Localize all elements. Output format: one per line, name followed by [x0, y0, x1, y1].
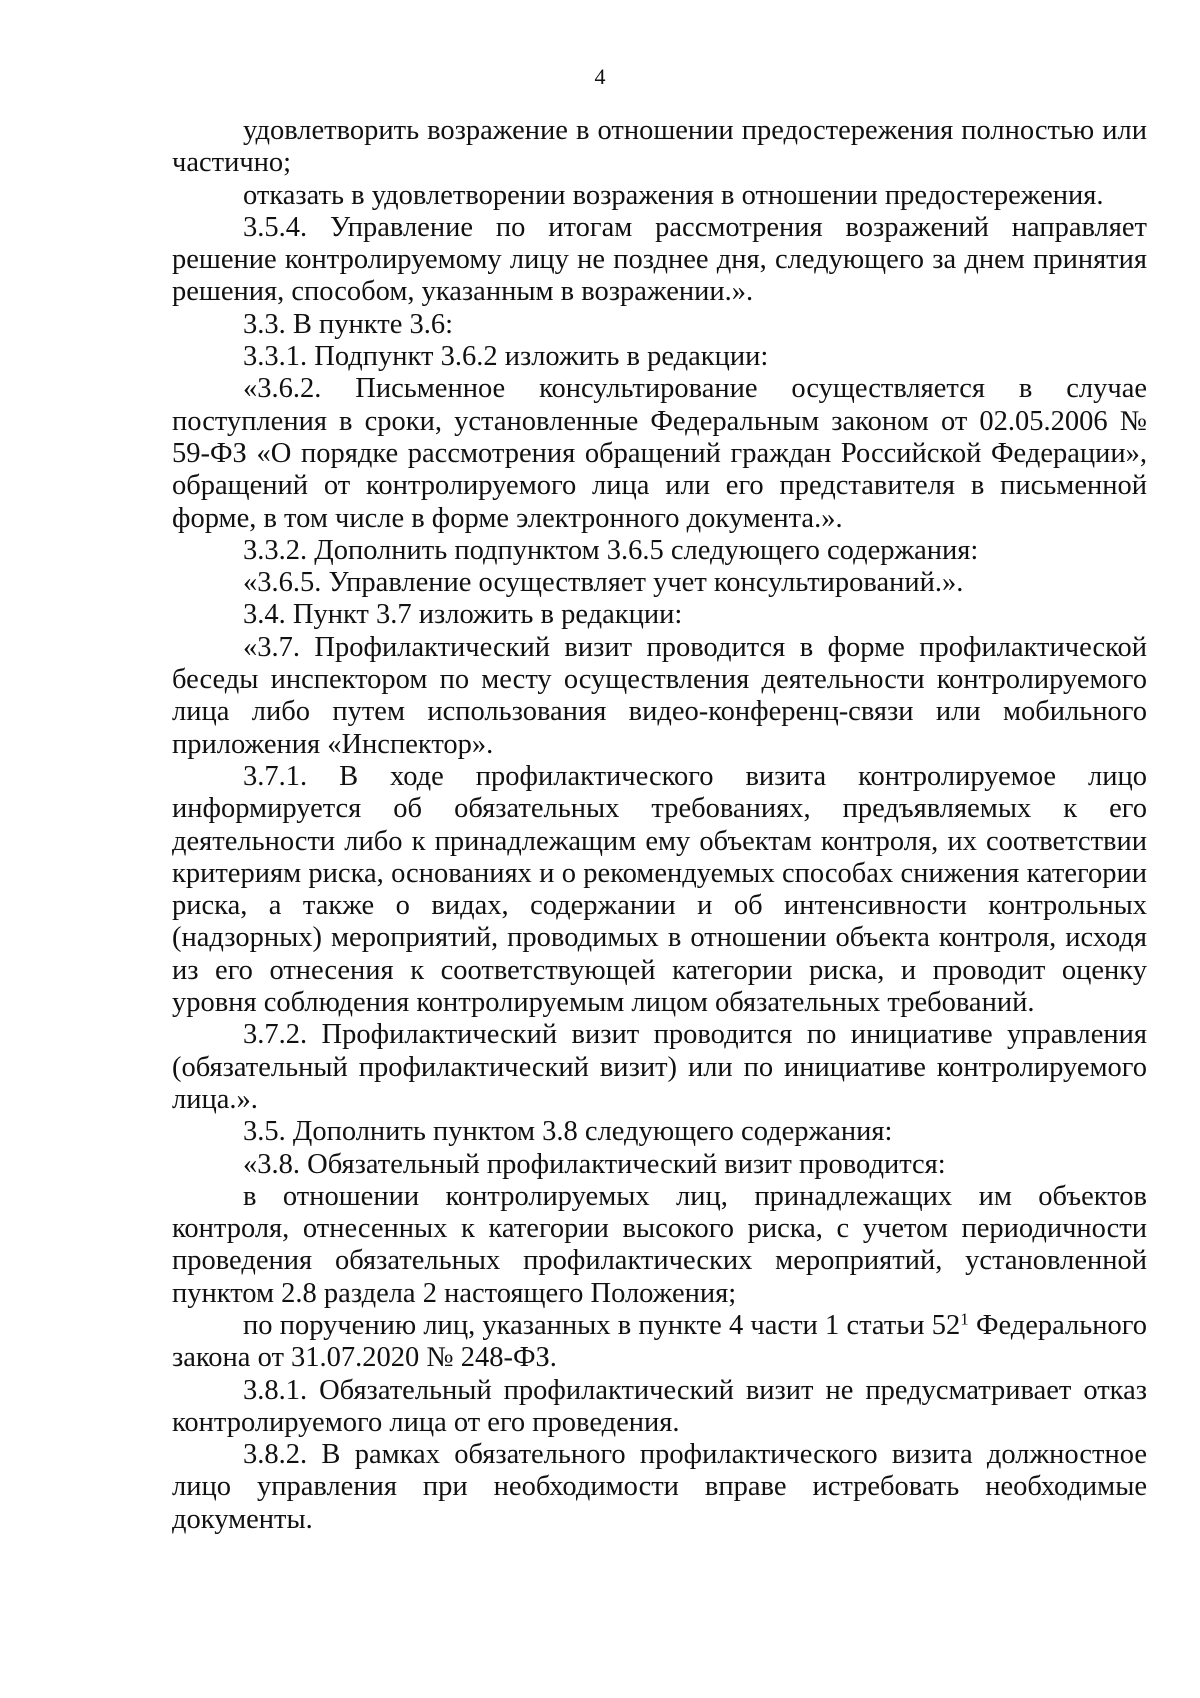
paragraph: 3.8.1. Обязательный профилактический визит не предусматривает отказ контролируемого лица от его проведения.: [172, 1374, 1147, 1438]
page-number: 4: [594, 64, 606, 89]
paragraph: 3.8.2. В рамках обязательного профилактического визита должностное лицо управления при необходимости вправе истребовать необходимые документы.: [172, 1439, 1147, 1535]
paragraph: 3.5. Дополнить пунктом 3.8 следующего содержания:: [243, 1116, 893, 1148]
paragraph: 3.5.4. Управление по итогам рассмотрения возражений направляет решение контролируемому лицу не позднее дня, следующего за днем принятия решения, способом, указанным в возражении.».: [172, 211, 1147, 308]
paragraph: 3.4. Пункт 3.7 изложить в редакции:: [243, 599, 683, 631]
article-number-superscript: 1: [960, 1309, 969, 1329]
paragraph: «3.8. Обязательный профилактический визит проводится:: [243, 1148, 946, 1180]
paragraph: 3.3.2. Дополнить подпунктом 3.6.5 следующего содержания:: [243, 534, 979, 566]
paragraph: «3.7. Профилактический визит проводится в форме профилактической беседы инспектором по месту осуществления деятельности контролируемого лица либо путем использования видео-конференц-связи или мобильного приложения «Инспектор».: [172, 631, 1147, 760]
paragraph: отказать в удовлетворении возражения в отношении предостережения.: [243, 179, 1104, 211]
paragraph: 3.3. В пункте 3.6:: [243, 308, 454, 340]
article-reference-continuation: Федерального закона от 31.07.2020 № 248-ФЗ.: [172, 1309, 1148, 1374]
paragraph: 3.7.1. В ходе профилактического визита контролируемое лицо информируется об обязательных требованиях, предъявляемых к его деятельности либо к принадлежащим ему объектам контроля, их соответствии критериям риска, основаниях и о рекомендуемых способах снижения категории риска, а также о видах, содержании и об интенсивности контрольных (надзорных) мероприятий, проводимых в отношении объекта контроля, исходя из его отнесения к соответствующей категории риска, и проводит оценку уровня соблюдения контролируемым лицом обязательных требований.: [172, 760, 1147, 1019]
paragraph: «3.6.5. Управление осуществляет учет консультирований.».: [243, 567, 964, 599]
paragraph: удовлетворить возражение в отношении предостережения полностью или частично;: [172, 115, 1147, 179]
paragraph: 3.7.2. Профилактический визит проводится по инициативе управления (обязательный профилактический визит) или по инициативе контролируемого лица.».: [172, 1019, 1147, 1115]
paragraph: 3.3.1. Подпункт 3.6.2 изложить в редакции:: [243, 341, 769, 373]
paragraph-article-reference: [172, 1310, 1147, 1375]
paragraph: в отношении контролируемых лиц, принадлежащих им объектов контроля, отнесенных к категории высокого риска, с учетом периодичности проведения обязательных профилактических мероприятий, установленной пунктом 2.8 раздела 2 настоящего Положения;: [172, 1180, 1147, 1309]
article-reference-text: по поручению лиц, указанных в пункте 4 части 1 статьи 52: [243, 1309, 961, 1341]
paragraph: «3.6.2. Письменное консультирование осуществляется в случае поступления в сроки, установленные Федеральным законом от 02.05.2006 № 59-ФЗ «О порядке рассмотрения обращений граждан Российской Федерации», обращений от контролируемого лица или его представителя в письменной форме, в том числе в форме электронного документа.».: [172, 373, 1147, 534]
document-body: [172, 115, 1147, 1536]
